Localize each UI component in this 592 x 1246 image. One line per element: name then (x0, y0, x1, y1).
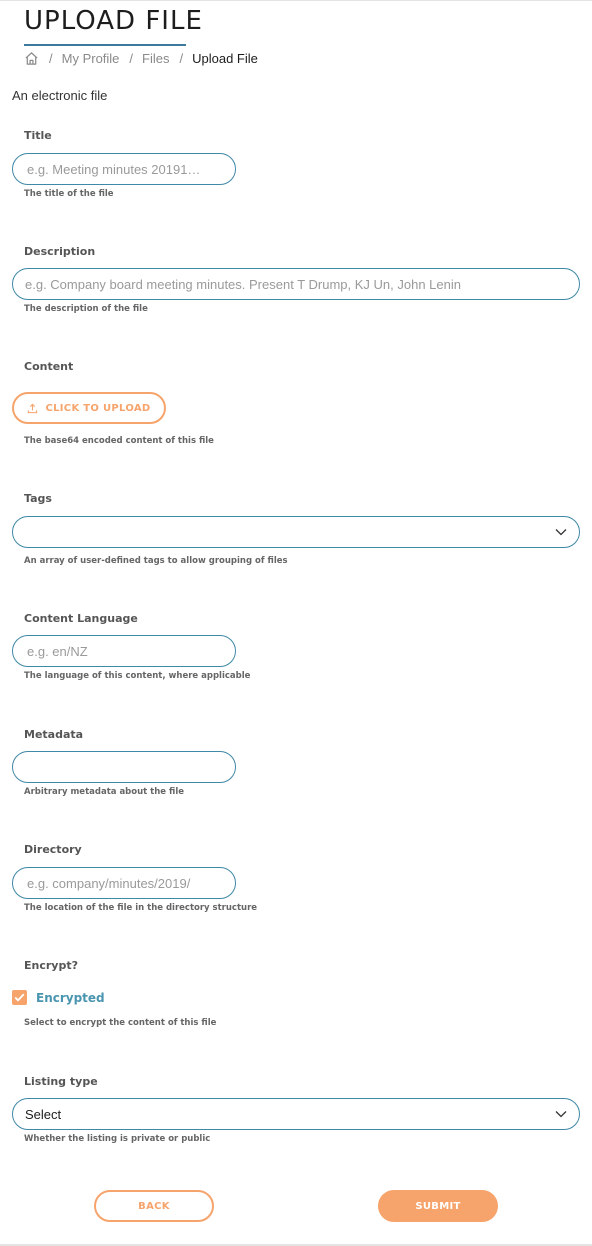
breadcrumb (24, 49, 258, 67)
breadcrumb-files[interactable]: Files (142, 50, 170, 66)
submit-button[interactable]: SUBMIT (378, 1190, 498, 1222)
tags-label: Tags (24, 492, 52, 505)
breadcrumb-current: Upload File (192, 50, 258, 66)
encrypt-label: Encrypt? (24, 959, 78, 972)
breadcrumb-separator: / (49, 50, 53, 66)
chevron-down-icon (555, 1110, 567, 1118)
encrypted-checkbox-label[interactable]: Encrypted (36, 990, 105, 1005)
listing-type-value: Select (25, 1106, 62, 1122)
title-input[interactable] (12, 153, 236, 185)
content-label: Content (24, 360, 74, 373)
encrypted-checkbox[interactable] (12, 990, 27, 1005)
metadata-input[interactable] (12, 751, 236, 783)
home-icon[interactable] (24, 51, 39, 66)
listing-type-select[interactable] (12, 1098, 580, 1130)
tags-select[interactable] (12, 516, 580, 548)
intro-text: An electronic file (12, 88, 108, 103)
breadcrumb-separator: / (179, 50, 184, 66)
page-title: UPLOAD FILE (24, 6, 203, 36)
directory-label: Directory (24, 843, 82, 856)
content-help: The base64 encoded content of this file (24, 436, 214, 446)
title-help: The title of the file (24, 189, 114, 199)
breadcrumb-my-profile[interactable]: My Profile (61, 50, 120, 66)
metadata-label: Metadata (24, 728, 84, 741)
back-button[interactable]: BACK (94, 1190, 214, 1222)
listing-type-label: Listing type (24, 1075, 98, 1088)
title-label: Title (24, 129, 52, 142)
encrypt-help: Select to encrypt the content of this file (24, 1018, 217, 1028)
breadcrumb-separator: / (129, 50, 134, 66)
content-language-label: Content Language (24, 612, 138, 625)
tags-help: An array of user-defined tags to allow grouping of files (24, 556, 288, 566)
check-icon (14, 993, 25, 1002)
directory-help: The location of the file in the directory structure (24, 903, 258, 913)
encrypted-checkbox-row[interactable] (12, 990, 105, 1005)
upload-icon (27, 403, 38, 414)
upload-button[interactable] (12, 392, 166, 424)
description-help: The description of the file (24, 304, 148, 314)
content-language-help: The language of this content, where applicable (24, 671, 251, 681)
description-input[interactable] (12, 268, 580, 300)
content-language-input[interactable] (12, 635, 236, 667)
listing-type-help: Whether the listing is private or public (24, 1134, 211, 1144)
chevron-down-icon (555, 528, 567, 536)
top-divider (0, 0, 592, 1)
description-label: Description (24, 245, 96, 258)
title-underline (24, 44, 186, 46)
upload-button-label: CLICK TO UPLOAD (45, 402, 151, 414)
directory-input[interactable] (12, 867, 236, 899)
metadata-help: Arbitrary metadata about the file (24, 787, 185, 797)
